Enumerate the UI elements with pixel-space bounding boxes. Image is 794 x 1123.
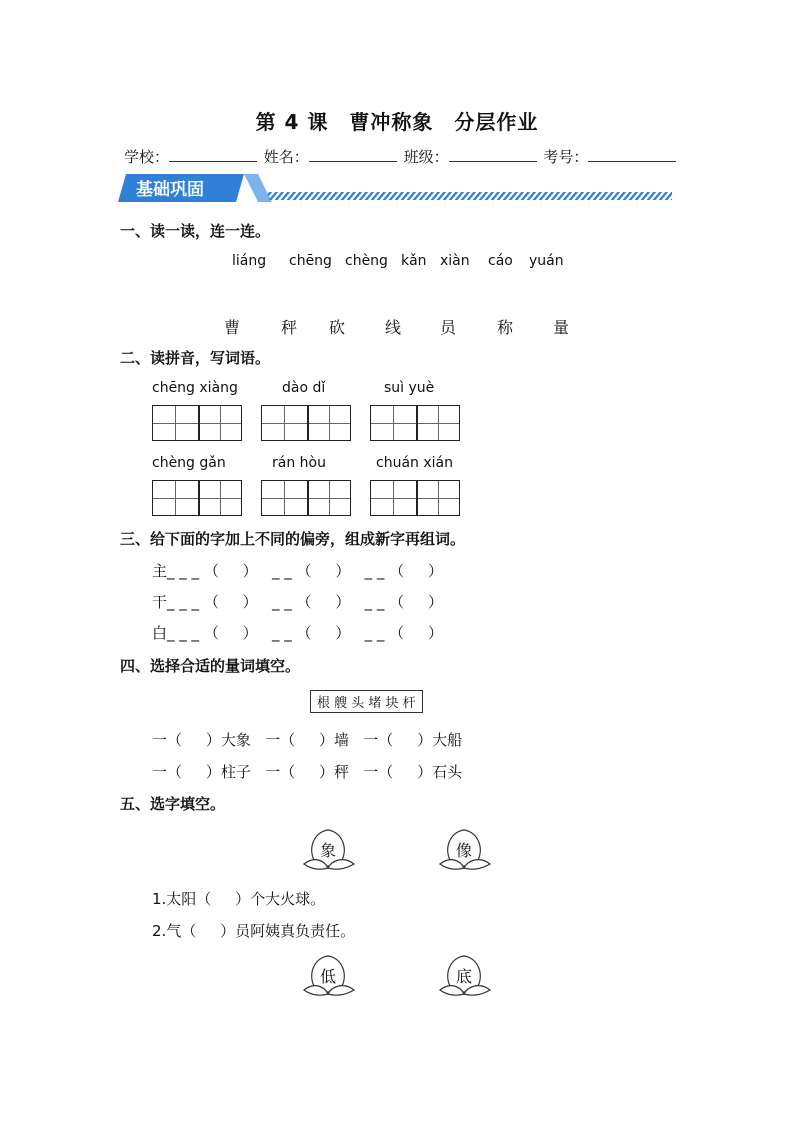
q1-heading: 一、读一读，连一连。 <box>120 222 271 240</box>
q4-heading: 四、选择合适的量词填空。 <box>120 657 301 675</box>
writing-grid[interactable] <box>152 405 242 441</box>
char-item[interactable]: 线 <box>385 318 402 337</box>
pinyin-item[interactable]: liáng <box>232 253 267 269</box>
q3-row[interactable] <box>152 591 443 612</box>
pinyin-item[interactable]: xiàn <box>440 253 470 269</box>
q2-pinyin: rán hòu <box>272 455 326 471</box>
class-blank[interactable] <box>449 147 537 162</box>
pinyin-item[interactable]: chèng <box>345 253 388 269</box>
class-label: 班级： <box>403 148 449 166</box>
q2-pinyin: chèng gǎn <box>152 455 226 471</box>
peach-option[interactable] <box>436 952 496 1002</box>
char-item[interactable]: 量 <box>553 318 570 337</box>
q5-sentence[interactable]: 2.气（ ）员阿姨真负责任。 <box>152 922 356 940</box>
char-item[interactable]: 秤 <box>281 318 298 337</box>
pinyin-item[interactable]: kǎn <box>401 253 427 269</box>
q2-pinyin: chēng xiàng <box>152 380 238 396</box>
q5-sentence[interactable]: 1.太阳（ ）个大火球。 <box>152 890 326 908</box>
q2-pinyin: dào dǐ <box>282 380 326 396</box>
writing-grid[interactable] <box>370 480 460 516</box>
writing-grid[interactable] <box>261 480 351 516</box>
q3-char: 干 <box>152 593 168 611</box>
peach-char: 底 <box>455 967 472 986</box>
exam-blank[interactable] <box>588 147 676 162</box>
q3-char: 主 <box>152 562 168 580</box>
peach-option[interactable] <box>300 952 360 1002</box>
page-title: 第 4 课 曹冲称象 分层作业 <box>255 110 539 134</box>
banner-stripe <box>244 174 272 202</box>
q4-line[interactable]: 一（ ）大象 一（ ）墙 一（ ）大船 <box>152 731 463 749</box>
q3-blanks[interactable]: _ _ _ （ ） _ _ （ ） _ _ （ ） <box>167 593 444 611</box>
peach-char: 像 <box>455 841 472 860</box>
q3-blanks[interactable]: _ _ _ （ ） _ _ （ ） _ _ （ ） <box>167 624 444 642</box>
q2-pinyin: chuán xián <box>376 455 453 471</box>
banner-label: 基础巩固 <box>136 180 204 200</box>
q3-row[interactable] <box>152 560 443 581</box>
q5-heading: 五、选字填空。 <box>120 795 226 813</box>
q3-char: 白 <box>152 624 168 642</box>
char-item[interactable]: 砍 <box>329 318 346 337</box>
q2-heading: 二、读拼音，写词语。 <box>120 349 271 367</box>
pinyin-item[interactable]: chēng <box>289 253 332 269</box>
student-info-line <box>124 146 678 167</box>
name-label: 姓名： <box>263 148 309 166</box>
q3-heading: 三、给下面的字加上不同的偏旁，组成新字再组词。 <box>120 530 466 548</box>
school-label: 学校： <box>124 148 170 166</box>
writing-grid[interactable] <box>152 480 242 516</box>
peach-char: 象 <box>319 841 336 860</box>
school-blank[interactable] <box>169 147 257 162</box>
char-item[interactable]: 曹 <box>224 318 241 337</box>
q2-pinyin: suì yuè <box>384 380 435 396</box>
char-item[interactable]: 称 <box>497 318 514 337</box>
exam-label: 考号： <box>543 148 589 166</box>
q3-row[interactable] <box>152 622 443 643</box>
banner-hatch <box>268 192 672 200</box>
q3-blanks[interactable]: _ _ _ （ ） _ _ （ ） _ _ （ ） <box>167 562 444 580</box>
peach-option[interactable] <box>300 826 360 876</box>
pinyin-item[interactable]: cáo <box>488 253 513 269</box>
peach-char: 低 <box>319 967 336 986</box>
section-banner <box>118 172 678 204</box>
name-blank[interactable] <box>309 147 397 162</box>
peach-option[interactable] <box>436 826 496 876</box>
writing-grid[interactable] <box>261 405 351 441</box>
pinyin-item[interactable]: yuán <box>529 253 564 269</box>
q4-word-bank: 根 艘 头 堵 块 杆 <box>310 690 423 713</box>
q4-line[interactable]: 一（ ）柱子 一（ ）秤 一（ ）石头 <box>152 763 463 781</box>
writing-grid[interactable] <box>370 405 460 441</box>
char-item[interactable]: 员 <box>440 318 457 337</box>
